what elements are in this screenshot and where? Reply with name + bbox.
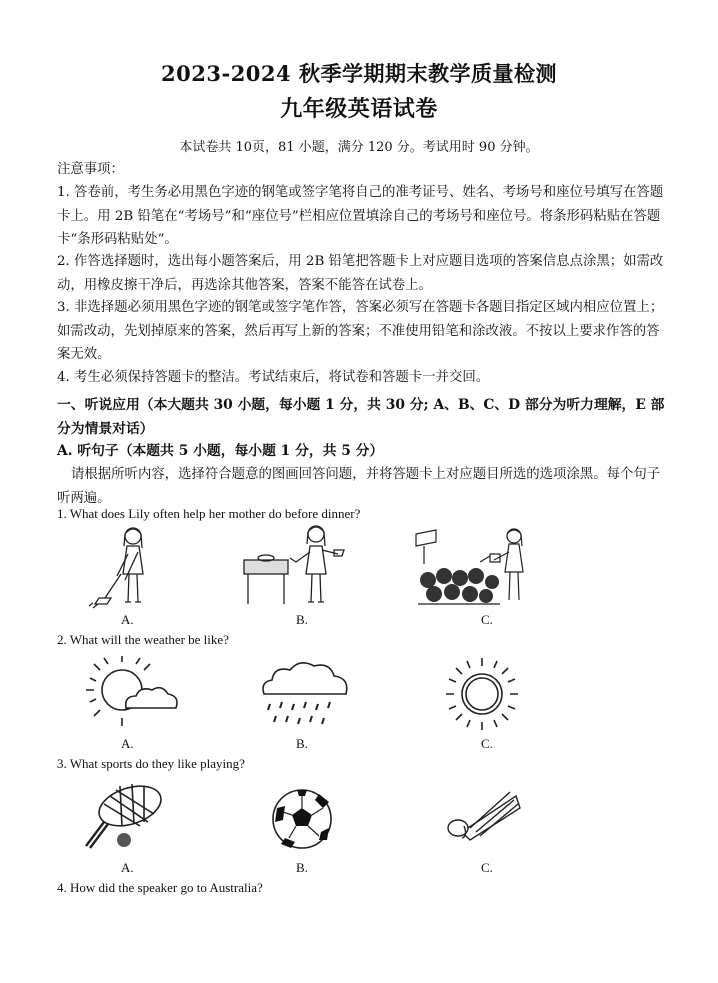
question-3: 3. What sports do they like playing?: [57, 756, 245, 771]
option-label: B.: [296, 612, 308, 627]
option-label: C.: [481, 736, 493, 751]
tennis-racket-icon: [82, 782, 172, 852]
section-heading: 一、听说应用（本大题共 30 小题，每小题 1 分，共 30 分; A、B、C、D 部分为听力理解，E 部分为情景对话）: [57, 397, 665, 437]
soccer-ball-icon: [271, 788, 333, 850]
option-label: C.: [481, 860, 493, 875]
sunny-icon: [444, 656, 520, 732]
notes-heading: 注意事项：: [57, 162, 124, 177]
option-label: B.: [296, 860, 308, 875]
note-item: 1. 答卷前，考生务必用黑色字迹的钢笔或签字笔将自己的准考证号、姓名、考场号和座位号填写在答题卡上。用 2B 铅笔在“考场号”和“座位号”栏相应位置填涂自己的考场号和座位号。将条形码粘贴在答题卡“条形码粘贴处”。: [57, 185, 664, 247]
part-a-heading: A. 听句子（本题共 5 小题，每小题 1 分，共 5 分）: [57, 443, 384, 459]
exam-info: 本试卷共 10页，81 小题，满分 120 分。考试用时 90 分钟。: [179, 140, 539, 155]
page-subtitle-grade: 九年级英语试卷: [280, 96, 438, 122]
girl-watering-flowers-picture: [414, 524, 534, 610]
girl-sweeping-picture: [85, 524, 165, 610]
option-label: B.: [296, 736, 308, 751]
note-item: 4. 考生必须保持答题卡的整洁。考试结束后，将试卷和答题卡一并交回。: [57, 370, 490, 385]
note-item: 2. 作答选择题时，选出每小题答案后，用 2B 铅笔把答题卡上对应题目选项的答案信息点涂黑；如需改动，用橡皮擦干净后，再选涂其他答案，答案不能答在试卷上。: [57, 254, 664, 293]
option-label: C.: [481, 612, 493, 627]
option-label: A.: [121, 860, 134, 875]
partly-cloudy-icon: [86, 656, 181, 728]
note-item: 3. 非选择题必须用黑色字迹的钢笔或签字笔作答，答案必须写在答题卡各题目指定区域内相应位置上；如需改动，先划掉原来的答案，然后再写上新的答案；不准使用铅笔和涂改液。不按以上要求作答的答案无效。: [57, 300, 664, 362]
option-label: A.: [121, 612, 134, 627]
question-1: 1. What does Lily often help her mother do before dinner?: [57, 506, 361, 521]
part-a-instruction: 请根据所听内容，选择符合题意的图画回答问题，并将答题卡上对应题目所选的选项涂黑。每个句子听两遍。: [57, 467, 661, 506]
page-title: 2023-2024 秋季学期期末教学质量检测: [161, 61, 557, 86]
shuttlecock-icon: [440, 782, 524, 844]
option-label: A.: [121, 736, 134, 751]
question-2: 2. What will the weather be like?: [57, 632, 229, 647]
question-4: 4. How did the speaker go to Australia?: [57, 880, 263, 895]
rain-icon: [258, 656, 353, 728]
girl-setting-table-picture: [238, 524, 353, 610]
